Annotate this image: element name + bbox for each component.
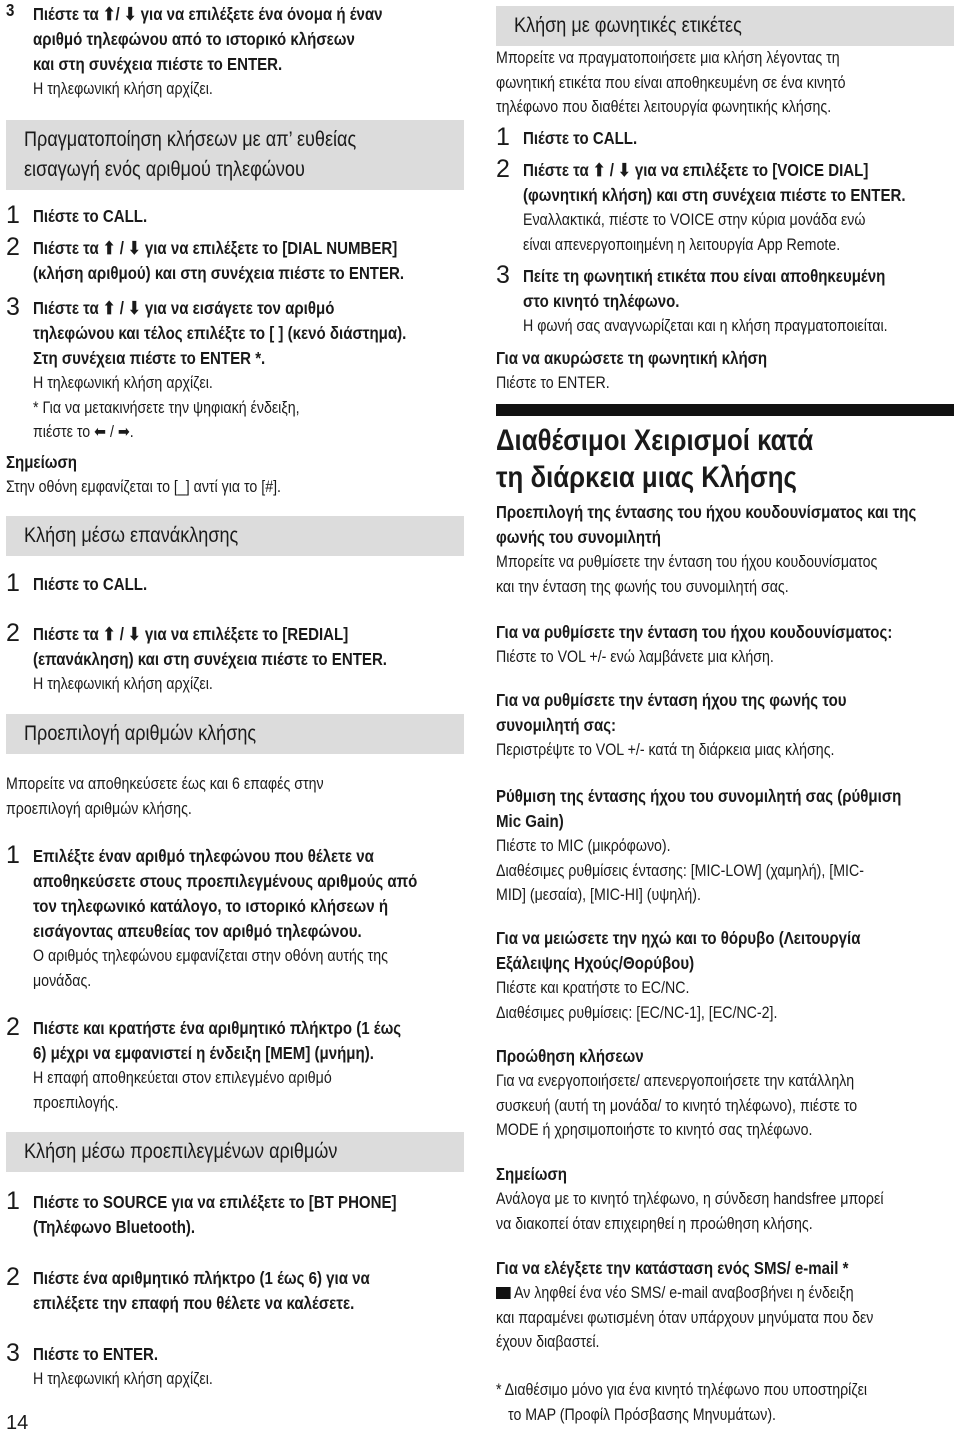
footnote [496,1378,954,1427]
sec-title: Για να ελέγξετε την κατάσταση ενός SMS/ e-mail * [496,1258,849,1278]
paragraph-line: Μπορείτε να πραγματοποιήσετε μια κλήση λέγοντας τη [496,49,840,67]
step-text: επιλέξετε την επαφή που θέλετε να καλέσετε. [33,1293,355,1313]
sec-title: συνομιλητή σας: [496,715,617,735]
step-text: στο κινητό τηλέφωνο. [523,291,680,311]
note-block [6,450,464,500]
sec-title: Mic Gain) [496,811,564,831]
step-text: 6) μέχρι να εμφανιστεί η ένδειξη [MEM] (μνήμη). [33,1043,374,1063]
mail-icon [496,1287,511,1299]
step-number: 2 [6,619,20,647]
section-header-preset [6,714,464,754]
sec-title: Σημείωση [496,1164,567,1184]
step-number: 2 [6,233,20,261]
step-number: 3 [496,261,510,289]
step-text: Πείτε τη φωνητική ετικέτα που είναι αποθηκευμένη [523,266,886,286]
sec-ringtone-preset [496,500,954,599]
history-step-3 [6,2,464,102]
step-number: 1 [496,123,510,151]
step-number: 2 [6,1013,20,1041]
sec-text: MODE ή χρησιμοποιήστε το κινητό σας τηλέφωνο. [496,1121,813,1139]
step-text: εισάγοντας απευθείας τον αριθμό τηλεφώνου. [33,921,362,941]
section-header-preset-call [6,1132,464,1172]
cancel-text: Πιέστε το ENTER. [496,374,610,392]
sec-mic-gain [496,784,954,908]
header-text: Πραγματοποίηση κλήσεων με απ’ ευθείας [24,128,357,151]
step-text: και στη συνέχεια πιέστε το ENTER. [33,54,283,74]
footnote-line: το MAP (Προφίλ Πρόσβασης Μηνυμάτων). [508,1405,777,1424]
step-note: Η τηλεφωνική κλήση αρχίζει. [33,675,213,693]
step-note: Η φωνή σας αναγνωρίζεται και η κλήση πραγματοποιείται. [523,317,888,335]
paragraph-line: προεπιλογή αριθμών κλήσης. [6,799,192,818]
title-line: τη διάρκεια μιας Κλήσης [496,461,797,494]
step-text: (Τηλέφωνο Bluetooth). [33,1217,196,1237]
sec-title: Για να μειώσετε την ηχώ και το θόρυβο (Λειτουργία [496,928,861,948]
header-text: Προεπιλογή αριθμών κλήσης [24,722,257,745]
step-text: Πιέστε τα ⬆ / ⬇ για να επιλέξετε το [VOICE DIAL] [523,160,869,180]
step-text: Πιέστε το CALL. [523,128,638,148]
step-text: Στη συνέχεια πιέστε το ENTER *. [33,348,266,368]
sec-text: Αν ληφθεί ένα νέο SMS/ e-mail αναβοσβήνει η ένδειξη [514,1284,854,1302]
sec-text: και την ένταση της φωνής του συνομιλητή σας. [496,577,789,596]
title-line: Διαθέσιμοι Χειρισμοί κατά [496,424,814,457]
sec-title: Ρύθμιση της έντασης ήχου του συνομιλητή σας (ρύθμιση [496,786,902,806]
step-number: 3 [6,0,15,20]
step-text: Πιέστε το CALL. [33,206,148,226]
step-text: Πιέστε και κρατήστε ένα αριθμητικό πλήκτρο (1 έως [33,1018,402,1038]
step-note: είναι απενεργοποιημένη η λειτουργία App Remote. [523,235,841,254]
sec-title: Εξάλειψης Ηχούς/Θορύβου) [496,953,695,973]
step-text: (επανάκληση) και στη συνέχεια πιέστε το ENTER. [33,649,387,669]
redial-step-1 [6,569,464,597]
step-note: πιέστε το ⬅ / ➡. [33,423,134,441]
sec-text: Πιέστε το MIC (μικρόφωνο). [496,837,671,855]
sec-ring-volume [496,620,954,670]
note-title: Σημείωση [6,452,77,472]
step-text: αριθμό τηλεφώνου από το ιστορικό κλήσεων [33,29,355,49]
step-text: (κλήση αριθμού) και στη συνέχεια πιέστε το ENTER. [33,263,405,283]
sec-text: MID] (μεσαία), [MIC-HI] (υψηλή). [496,886,701,904]
sec-title: Για να ρυθμίσετε την ένταση του ήχου κουδουνίσματος: [496,622,893,642]
step-note: Η τηλεφωνική κλήση αρχίζει. [33,80,213,98]
paragraph-line: φωνητική ετικέτα που είναι αποθηκευμένη σε ένα κινητό [496,73,846,92]
sec-text: να διακοπεί όταν επιχειρηθεί η προώθηση κλήσης. [496,1214,813,1233]
step-note: Εναλλακτικά, πιέστε το VOICE στην κύρια μονάδα ενώ [523,211,866,229]
step-note: προεπιλογής. [33,1093,119,1112]
sec-voice-volume [496,688,954,763]
sec-title: φωνής του συνομιλητή [496,527,661,547]
step-note: * Για να μετακινήσετε την ψηφιακή ένδειξη, [33,398,300,417]
step-text: τηλεφώνου και τέλος επιλέξτε το [ ] (κενό διάστημα). [33,323,407,343]
step-number: 2 [6,1263,20,1291]
step-text: Πιέστε τα ⬆ / ⬇ για να επιλέξετε το [DIAL NUMBER] [33,238,398,258]
preset-step-2 [6,1013,464,1115]
voice-step-3 [496,261,954,339]
paragraph-line: τηλέφωνο που διαθέτει λειτουργία φωνητικής κλήσης. [496,98,832,116]
step-note: Η επαφή αποθηκεύεται στον επιλεγμένο αριθμό [33,1069,332,1087]
step-text: αποθηκεύσετε στους προεπιλεγμένους αριθμούς από [33,871,418,891]
header-text: εισαγωγή ενός αριθμού τηλεφώνου [24,158,305,181]
voice-intro [496,46,954,120]
step-note: Ο αριθμός τηλεφώνου εμφανίζεται στην οθόνη αυτής της [33,947,388,965]
section-divider-bar [496,404,954,416]
step-note: Η τηλεφωνική κλήση αρχίζει. [33,374,213,392]
section-header-direct-dial [6,120,464,190]
sec-title: Προώθηση κλήσεων [496,1046,644,1066]
cancel-title: Για να ακυρώσετε τη φωνητική κλήση [496,348,768,368]
step-text: (φωνητική κλήση) και στη συνέχεια πιέστε το ENTER. [523,185,906,205]
step-text: τον τηλεφωνικό κατάλογο, το ιστορικό κλήσεων ή [33,896,389,916]
step-number: 3 [6,1339,20,1367]
step-text: Πιέστε τα ⬆/ ⬇ για να επιλέξετε ένα όνομα ή έναν [33,4,383,24]
step-number: 3 [6,293,20,321]
preset-intro [6,772,464,821]
step-text: Πιέστε τα ⬆ / ⬇ για να εισάγετε τον αριθμό [33,298,335,318]
sec-text: έχουν διαβαστεί. [496,1333,600,1351]
redial-step-2 [6,619,464,697]
sec-sms-status [496,1256,954,1355]
header-text: Κλήση μέσω προεπιλεγμένων αριθμών [24,1140,338,1163]
step-number: 2 [496,155,510,183]
step-number: 1 [6,841,20,869]
sec-text: συσκευή (αυτή τη μονάδα/ το κινητό τηλέφωνο), πιέστε το [496,1096,858,1115]
voice-step-1 [496,123,954,151]
step-note: μονάδας. [33,971,92,990]
step-number: 1 [6,201,20,229]
preset-step-1 [6,841,464,993]
sec-echo-noise [496,926,954,1025]
sec-text: Για να ενεργοποιήσετε/ απενεργοποιήσετε την κατάλληλη [496,1072,855,1090]
sec-text: Διαθέσιμες ρυθμίσεις: [EC/NC-1], [EC/NC-2]. [496,1003,778,1022]
big-title [496,422,954,496]
sec-text: Διαθέσιμες ρυθμίσεις έντασης: [MIC-LOW] (χαμηλή), [MIC- [496,861,864,880]
sec-text: Μπορείτε να ρυθμίσετε την ένταση του ήχου κουδουνίσματος [496,553,878,571]
step-text: Πιέστε τα ⬆ / ⬇ για να επιλέξετε το [REDIAL] [33,624,349,644]
section-header-voice-dial [496,6,954,46]
direct-step-2 [6,233,464,286]
sec-text: και παραμένει φωτισμένη όταν υπάρχουν μηνύματα που δεν [496,1308,874,1327]
sec-text: Πιέστε και κρατήστε το EC/NC. [496,979,690,997]
preset-call-step-1 [6,1187,464,1240]
sec-call-transfer [496,1044,954,1143]
sec-note [496,1162,954,1236]
sec-text: Πιέστε το VOL +/- ενώ λαμβάνετε μια κλήση. [496,648,774,666]
step-note: Η τηλεφωνική κλήση αρχίζει. [33,1370,213,1388]
step-text: Πιέστε το SOURCE για να επιλέξετε το [BT PHONE] [33,1192,397,1212]
step-number: 1 [6,1187,20,1215]
sec-text: Ανάλογα με το κινητό τηλέφωνο, η σύνδεση handsfree μπορεί [496,1190,884,1208]
step-text: Πιέστε ένα αριθμητικό πλήκτρο (1 έως 6) για να [33,1268,370,1288]
header-text: Κλήση με φωνητικές ετικέτες [514,14,742,37]
header-text: Κλήση μέσω επανάκλησης [24,524,239,547]
preset-call-step-3 [6,1339,464,1392]
direct-step-1 [6,201,464,229]
sec-title: Για να ρυθμίσετε την ένταση ήχου της φωνής του [496,690,847,710]
sec-title: Προεπιλογή της έντασης του ήχου κουδουνίσματος και της [496,502,917,522]
sec-text: Περιστρέψτε το VOL +/- κατά τη διάρκεια μιας κλήσης. [496,741,835,759]
voice-step-2 [496,155,954,257]
footnote-line: * Διαθέσιμο μόνο για ένα κινητό τηλέφωνο που υποστηρίζει [496,1381,868,1399]
direct-step-3 [6,293,464,445]
note-text: Στην οθόνη εμφανίζεται το [_] αντί για το [#]. [6,478,281,496]
step-text: Επιλέξτε έναν αριθμό τηλεφώνου που θέλετε να [33,846,374,866]
paragraph-line: Μπορείτε να αποθηκεύσετε έως και 6 επαφές στην [6,775,324,793]
page-number: 14 [6,1412,29,1434]
cancel-block [496,346,954,396]
section-header-redial [6,516,464,556]
preset-call-step-2 [6,1263,464,1316]
step-text: Πιέστε το CALL. [33,574,148,594]
step-number: 1 [6,569,20,597]
step-text: Πιέστε το ENTER. [33,1344,159,1364]
